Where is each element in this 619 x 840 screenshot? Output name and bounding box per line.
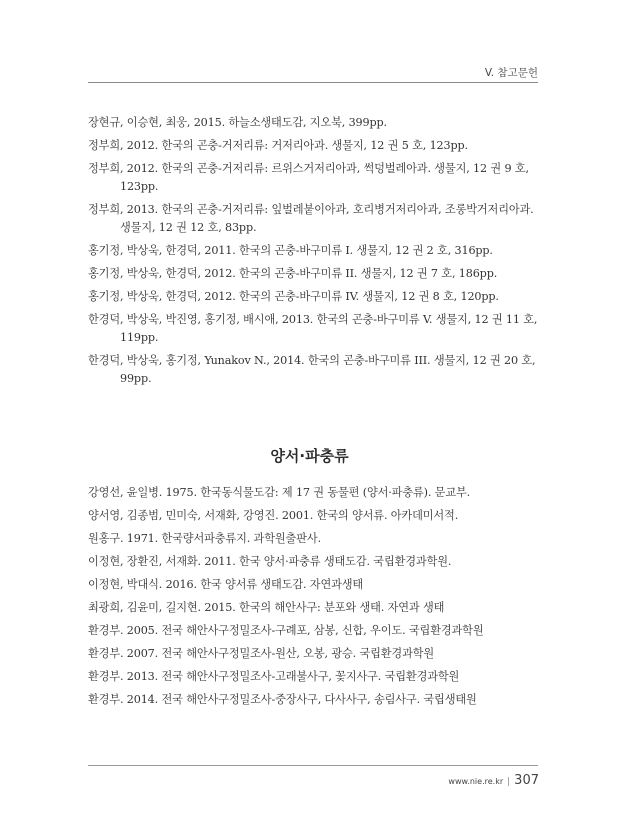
- reference-item: 한경덕, 박상욱, 홍기정, Yunakov N., 2014. 한국의 곤충-바구미류 III. 생물지, 12 권 20 호, 99pp.: [88, 354, 536, 385]
- reference-item: 홍기정, 박상욱, 한경덕, 2011. 한국의 곤충-바구미류 I. 생물지, 12 권 2 호, 316pp.: [88, 244, 493, 257]
- references-bottom-list: [88, 484, 540, 714]
- footer-website: www.nie.re.kr: [448, 777, 504, 786]
- reference-item: 환경부. 2005. 전국 해안사구정밀조사-구례포, 삼봉, 신합, 우이도. 국립환경과학원: [88, 624, 484, 637]
- reference-item: 환경부. 2007. 전국 해안사구정밀조사-원산, 오봉, 광승. 국립환경과학원: [88, 647, 435, 660]
- page-number: 307: [514, 773, 539, 788]
- footer-separator: |: [507, 777, 511, 787]
- footer: [448, 773, 539, 788]
- reference-item: 장현규, 이승현, 최웅, 2015. 하늘소생태도감, 지오북, 399pp.: [88, 116, 387, 129]
- section-heading: 양서·파충류: [270, 447, 349, 465]
- reference-item: 이정현, 박대식. 2016. 한국 양서류 생태도감. 자연과생태: [88, 578, 364, 591]
- reference-item: 정부희, 2012. 한국의 곤충-거저리류: 르위스거저리아과, 썩덩벌레아과. 생물지, 12 권 9 호, 123pp.: [88, 162, 529, 193]
- reference-item: 정부희, 2012. 한국의 곤충-거저리류: 거저리아과. 생물지, 12 권 5 호, 123pp.: [88, 139, 468, 152]
- reference-item: 홍기정, 박상욱, 한경덕, 2012. 한국의 곤충-바구미류 II. 생물지, 12 권 7 호, 186pp.: [88, 267, 498, 280]
- reference-item: 한경덕, 박상욱, 박진영, 홍기정, 배시애, 2013. 한국의 곤충-바구미류 V. 생물지, 12 권 11 호, 119pp.: [88, 313, 538, 344]
- references-top-list: [88, 114, 540, 393]
- section-label: V. 참고문헌: [484, 67, 538, 79]
- reference-item: 홍기정, 박상욱, 한경덕, 2012. 한국의 곤충-바구미류 IV. 생물지, 12 권 8 호, 120pp.: [88, 290, 499, 303]
- footer-divider: [88, 765, 538, 766]
- reference-item: 원홍구. 1971. 한국량서파충류지. 과학원출판사.: [88, 532, 321, 545]
- header-divider: [88, 82, 538, 83]
- reference-item: 이정현, 장환진, 서재화. 2011. 한국 양서·파충류 생태도감. 국립환경과학원.: [88, 555, 452, 568]
- reference-item: 환경부. 2014. 전국 해안사구정밀조사-중장사구, 다사사구, 송림사구. 국립생태원: [88, 693, 477, 706]
- reference-item: 환경부. 2013. 전국 해안사구정밀조사-고래불사구, 꽃지사구. 국립환경과학원: [88, 670, 460, 683]
- reference-item: 정부희, 2013. 한국의 곤충-거저리류: 잎벌레붙이아과, 호리병거저리아과, 조롱박거저리아과. 생물지, 12 권 12 호, 83pp.: [88, 203, 534, 234]
- reference-item: 양서영, 김종범, 민미숙, 서재화, 강영진. 2001. 한국의 양서류. 아카데미서적.: [88, 509, 459, 522]
- reference-item: 강영선, 윤일병. 1975. 한국동식물도감: 제 17 권 동물편 (양서·파충류). 문교부.: [88, 486, 471, 499]
- reference-item: 최광희, 김윤미, 길지현. 2015. 한국의 해안사구: 분포와 생태. 자연과 생태: [88, 601, 445, 614]
